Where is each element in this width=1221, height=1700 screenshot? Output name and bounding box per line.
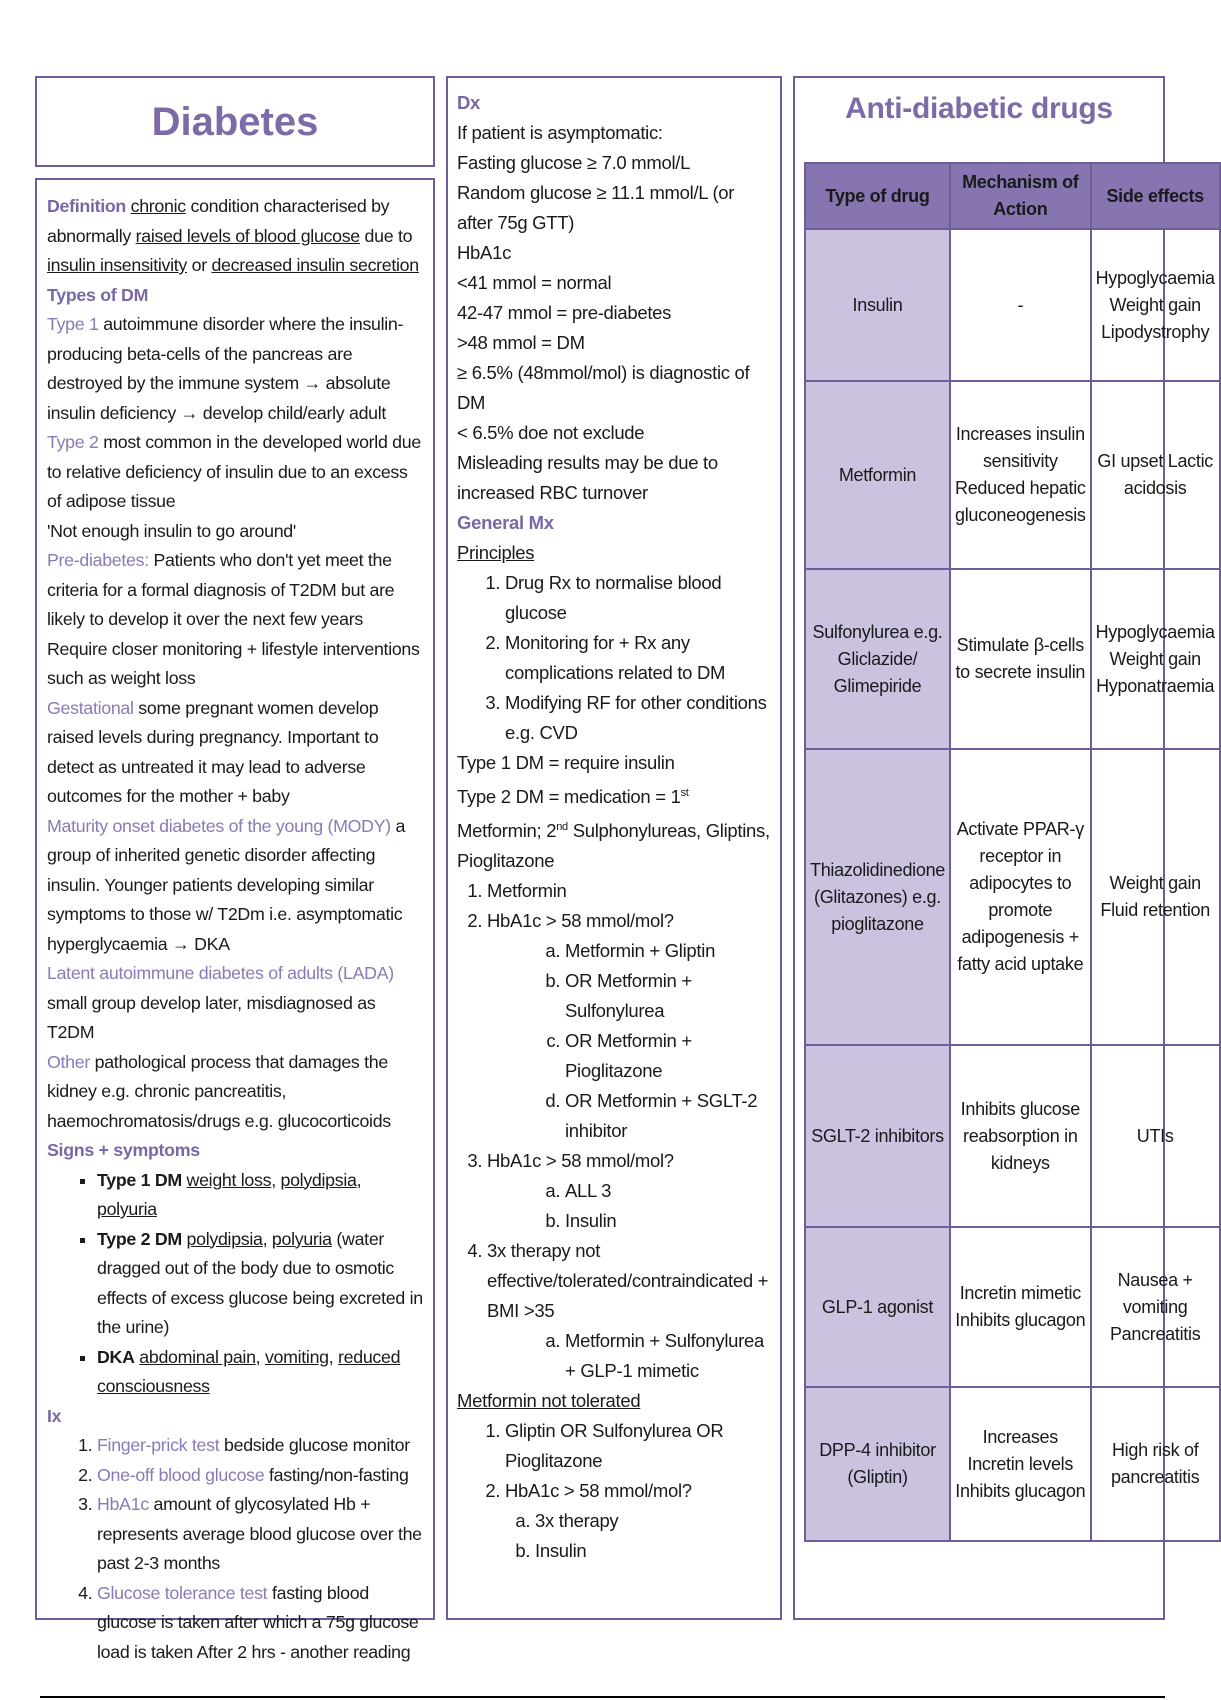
prediabetes-para-2: Require closer monitoring + lifestyle interventions such as weight loss	[47, 638, 420, 688]
drug-moa: Activate PPAR-γ receptor in adipocytes to promote adipogenesis + fatty acid uptake	[950, 749, 1091, 1045]
def-chronic: chronic	[130, 196, 186, 216]
step-sublist	[487, 936, 774, 1146]
ix-label: One-off blood glucose	[97, 1464, 265, 1485]
header-type: Type of drug	[805, 163, 950, 229]
drugs-table	[804, 162, 1221, 1542]
diabetes-title-box	[35, 76, 435, 167]
t2-sup: st	[680, 787, 689, 799]
def-insensitivity: insulin insensitivity	[47, 255, 187, 275]
step-text: 3x therapy not effective/tolerated/contraindicated + BMI >35	[487, 1240, 769, 1322]
sign-term: polydipsia	[280, 1169, 357, 1190]
other-para	[47, 1048, 425, 1137]
types-heading: Types of DM	[47, 284, 149, 305]
nt-item	[505, 1476, 774, 1566]
def-text: due to	[359, 225, 413, 246]
table-row	[805, 749, 1220, 1045]
sep: ,	[271, 1169, 281, 1190]
drug-name: SGLT-2 inhibitors	[805, 1045, 950, 1227]
def-raised: raised levels of blood glucose	[135, 225, 360, 246]
table-row	[805, 381, 1220, 569]
step-item	[487, 906, 774, 1146]
def-text: condition characterised by abnormally	[47, 196, 390, 246]
drug-name: DPP-4 inhibitor (Gliptin)	[805, 1387, 950, 1541]
sign-label: Type 1 DM	[97, 1169, 182, 1190]
nt-text: HbA1c > 58 mmol/mol?	[505, 1480, 692, 1502]
gestational-para	[47, 694, 425, 812]
drugs-panel	[793, 76, 1215, 1620]
ix-text: fasting/non-fasting	[264, 1464, 409, 1485]
nt-sublist	[505, 1506, 774, 1566]
step-text: HbA1c > 58 mmol/mol?	[487, 910, 674, 932]
drugs-title: Anti-diabetic drugs	[845, 92, 1113, 125]
dx-line: HbA1c	[457, 242, 512, 263]
table-header-row	[805, 163, 1220, 229]
definition-para	[47, 192, 425, 281]
step-sublist	[487, 1326, 774, 1386]
sign-term: polyuria	[271, 1228, 332, 1249]
sign-term: weight loss	[186, 1169, 272, 1190]
ix-label: HbA1c	[97, 1494, 149, 1514]
t2-text: Metformin; 2	[457, 820, 557, 842]
drug-se: UTIs	[1091, 1045, 1220, 1227]
type1-para	[47, 310, 425, 428]
ix-item	[97, 1490, 425, 1579]
sep: ,	[255, 1346, 265, 1367]
drug-name: Thiazolidinedione (Glitazones) e.g. pioglitazone	[805, 749, 950, 1045]
mody-text: a group of inherited genetic disorder affecting insulin. Younger patients developing similar symptoms to those w/ T2Dm i.e. asymptomatic hyperglycaemia → DKA	[47, 815, 406, 954]
def-text: or	[186, 255, 212, 275]
header-mechanism: Mechanism of Action	[950, 163, 1091, 229]
drug-moa: Stimulate β-cells to secrete insulin	[950, 569, 1091, 749]
ix-text: bedside glucose monitor	[219, 1435, 410, 1455]
other-label: Other	[47, 1051, 90, 1072]
type1-label: Type 1	[47, 314, 99, 334]
dx-line: 42-47 mmol = pre-diabetes	[457, 302, 672, 323]
footer-divider	[40, 1696, 1165, 1698]
dx-line: >48 mmol = DM	[457, 332, 585, 353]
drug-name: Insulin	[805, 229, 950, 381]
sign-label: Type 2 DM	[97, 1228, 182, 1249]
dx-line: Random glucose ≥ 11.1 mmol/L (or after 75g GTT)	[457, 182, 735, 233]
ix-label: Glucose tolerance test	[97, 1582, 268, 1603]
sign-term: polydipsia	[186, 1228, 263, 1249]
t2-text: Type 2 DM = medication = 1	[457, 786, 681, 808]
nt-text: Gliptin OR Sulfonylurea OR Pioglitazone	[505, 1420, 724, 1472]
sign-term: polyuria	[97, 1199, 157, 1219]
drug-moa: Inhibits glucose reabsorption in kidneys	[950, 1045, 1091, 1227]
step-text: HbA1c > 58 mmol/mol?	[487, 1150, 674, 1172]
gestational-text: some pregnant women develop raised levels during pregnancy. Important to detect as untreated it may lead to adverse outcomes for the mother + baby	[47, 697, 379, 806]
step-subitem: a. Metformin + Sulfonylurea + GLP-1 mimetic	[565, 1326, 774, 1386]
sep: ,	[356, 1169, 362, 1190]
principles-heading: Principles	[457, 542, 535, 563]
step-item	[487, 876, 774, 906]
drug-name: Sulfonylurea e.g. Gliclazide/ Glimepiride	[805, 569, 950, 749]
sign-dka	[97, 1343, 425, 1402]
ix-heading: Ix	[47, 1405, 62, 1426]
dx-heading: Dx	[457, 92, 481, 113]
drug-moa: Increases Incretin levels Inhibits glucagon	[950, 1387, 1091, 1541]
ix-text: amount of glycosylated Hb + represents average blood glucose over the past 2-3 months	[97, 1494, 422, 1573]
step-subitem: a. Metformin + Gliptin	[565, 936, 774, 966]
step-subitem: c. OR Metformin + Pioglitazone	[565, 1026, 774, 1086]
type2-label: Type 2	[47, 432, 99, 452]
step-text: Metformin	[487, 880, 567, 902]
diabetes-title: Diabetes	[151, 100, 319, 144]
drug-se: Hypoglycaemia Weight gain Lipodystrophy	[1091, 229, 1220, 381]
drug-moa: Increases insulin sensitivity Reduced hepatic gluconeogenesis	[950, 381, 1091, 569]
principle-item: 1. Drug Rx to normalise blood glucose	[505, 568, 774, 628]
sign-type2	[97, 1225, 425, 1343]
sep: ,	[328, 1346, 339, 1367]
def-decreased: decreased insulin secretion	[211, 255, 419, 275]
lada-label: Latent autoimmune diabetes of adults (LADA)	[47, 963, 394, 983]
ix-item	[97, 1431, 425, 1461]
nt-subitem: a. 3x therapy	[535, 1506, 774, 1536]
dx-line: ≥ 6.5% (48mmol/mol) is diagnostic of DM	[457, 362, 750, 413]
prediabetes-text: Patients who don't yet meet the criteria for a formal diagnosis of T2DM but are likely to develop it over the next few years	[47, 550, 395, 629]
not-tolerated-heading: Metformin not tolerated	[457, 1390, 641, 1412]
step-sublist	[487, 1176, 774, 1236]
drug-se: GI upset Lactic acidosis	[1091, 381, 1220, 569]
table-row	[805, 1387, 1220, 1541]
table-row	[805, 229, 1220, 381]
gestational-label: Gestational	[47, 697, 134, 718]
dx-line: Misleading results may be due to increased RBC turnover	[457, 452, 718, 503]
nt-item	[505, 1416, 774, 1476]
sign-text: (water dragged out of the body due to osmotic effects of excess glucose being excreted in the urine)	[97, 1228, 423, 1337]
dx-line: <41 mmol = normal	[457, 272, 612, 293]
ix-label: Finger-prick test	[97, 1435, 220, 1455]
prediabetes-label: Pre-diabetes:	[47, 550, 149, 570]
lada-text: small group develop later, misdiagnosed as T2DM	[47, 992, 376, 1042]
sign-term: reduced consciousness	[97, 1346, 401, 1396]
step-item	[487, 1236, 774, 1386]
drug-moa: Incretin mimetic Inhibits glucagon	[950, 1227, 1091, 1387]
signs-heading: Signs + symptoms	[47, 1140, 200, 1160]
ix-item	[97, 1461, 425, 1491]
sign-label: DKA	[97, 1346, 135, 1367]
ix-list	[47, 1431, 425, 1667]
lada-para	[47, 959, 425, 1048]
type1-mx: Type 1 DM = require insulin	[457, 752, 675, 773]
type2-para	[47, 428, 425, 517]
drug-se: Nausea + vomiting Pancreatitis	[1091, 1227, 1220, 1387]
signs-list	[47, 1166, 425, 1402]
drug-se: Weight gain Fluid retention	[1091, 749, 1220, 1045]
sign-type1	[97, 1166, 425, 1225]
sep: ,	[262, 1228, 272, 1249]
step-subitem: a. ALL 3	[565, 1176, 774, 1206]
drug-se: Hypoglycaemia Weight gain Hyponatraemia	[1091, 569, 1220, 749]
mody-label: Maturity onset diabetes of the young (MODY)	[47, 815, 391, 836]
dx-line: If patient is asymptomatic:	[457, 122, 663, 143]
other-text: pathological process that damages the kidney e.g. chronic pancreatitis, haemochromatosis/drugs e.g. glucocorticoids	[47, 1051, 391, 1131]
mody-para	[47, 812, 425, 960]
definition-label: Definition	[47, 196, 126, 216]
management-content	[446, 76, 782, 1620]
drug-name: GLP-1 agonist	[805, 1227, 950, 1387]
nt-subitem: b. Insulin	[535, 1536, 774, 1566]
principle-item: 3. Modifying RF for other conditions e.g. CVD	[505, 688, 774, 748]
header-side-effects: Side effects	[1091, 163, 1220, 229]
principles-list	[457, 568, 774, 748]
sign-term: abdominal pain	[139, 1346, 256, 1367]
prediabetes-para	[47, 546, 425, 635]
principle-item: 2. Monitoring for + Rx any complications related to DM	[505, 628, 774, 688]
dx-line: < 6.5% doe not exclude	[457, 422, 645, 443]
t2-text: Sulphonylureas, Gliptins, Pioglitazone	[457, 820, 770, 872]
drug-moa: -	[950, 229, 1091, 381]
step-subitem: b. OR Metformin + Sulfonylurea	[565, 966, 774, 1026]
step-subitem: b. Insulin	[565, 1206, 774, 1236]
ix-text: fasting blood glucose is taken after which a 75g glucose load is taken After 2 hrs - another reading	[97, 1582, 419, 1662]
not-tolerated-list	[457, 1416, 774, 1566]
sign-term: vomiting	[264, 1346, 329, 1367]
ix-item	[97, 1579, 425, 1668]
mx-heading: General Mx	[457, 512, 554, 533]
table-row	[805, 569, 1220, 749]
table-row	[805, 1227, 1220, 1387]
stepwise-list	[457, 876, 774, 1386]
drug-name: Metformin	[805, 381, 950, 569]
step-item	[487, 1146, 774, 1236]
t2-sup: nd	[556, 821, 568, 834]
dx-line: Fasting glucose ≥ 7.0 mmol/L	[457, 152, 691, 173]
type2-quote: 'Not enough insulin to go around'	[47, 520, 296, 541]
type2-text: most common in the developed world due to relative deficiency of insulin due to an excess of adipose tissue	[47, 432, 421, 511]
type1-text: autoimmune disorder where the insulin-producing beta-cells of the pancreas are destroyed by the immune system → absolute insulin deficiency → develop child/early adult	[47, 314, 404, 423]
diabetes-content	[35, 178, 435, 1662]
step-subitem: d. OR Metformin + SGLT-2 inhibitor	[565, 1086, 774, 1146]
type2-mx	[457, 778, 774, 876]
table-row	[805, 1045, 1220, 1227]
drug-se: High risk of pancreatitis	[1091, 1387, 1220, 1541]
